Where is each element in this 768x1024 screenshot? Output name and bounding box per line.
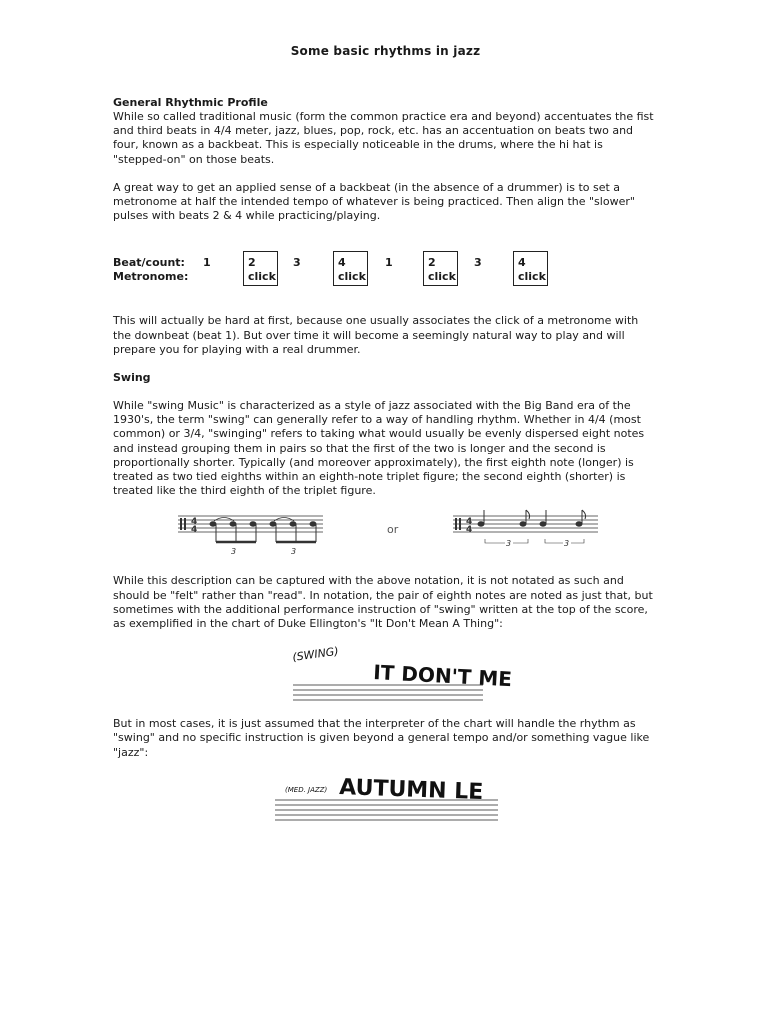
beat-cell: 1	[385, 256, 393, 270]
triplet-number: 3	[291, 547, 297, 557]
section-heading-general: General Rhythmic Profile	[113, 96, 268, 109]
beat-cell: 2	[248, 256, 256, 270]
click-box	[333, 251, 368, 286]
staff-triplet-tied	[178, 516, 323, 542]
document-page	[113, 44, 658, 830]
metronome-label: Metronome:	[113, 270, 189, 284]
chart-image-ellington	[113, 639, 658, 709]
paragraph-assumed: But in most cases, it is just assumed that the interpreter of the chart will handle the rhythm as "swing" and no specific instruction is given beyond a general tempo and/or something vague like "jazz":	[113, 717, 650, 759]
click-label: click	[248, 270, 276, 284]
staff-quarter-eighth	[453, 510, 598, 543]
triplet-number: 3	[506, 539, 512, 549]
paragraph-swing: While "swing Music" is characterized as a style of jazz associated with the Big Band era of the 1930's, the term "swing" can generally refer to a way of handling rhythm. Whether in 4/4 (most common) or 3/4, "swinging" refers to taking what would usually be evenly dispersed eight notes and instead grouping them in pairs so that the first of the two is longer and the second is proportionally shorter. Typically (and moreover approximately), the first eighth note (longer) is treated as two tied eighths within an eighth-note triplet figure; the second eighth (shorter) is treated like the third eighth of the triplet figure.	[113, 399, 645, 498]
handwritten-title: IT DON'T ME	[372, 660, 513, 692]
triplet-number: 3	[564, 539, 570, 549]
paragraph-practice: This will actually be hard at first, because one usually associates the click of a metronome with the downbeat (beat 1). But over time it will become a seemingly natural way to play and will prepare you for playing with a real drummer.	[113, 314, 639, 356]
click-box	[513, 251, 548, 286]
beat-metronome-table	[113, 251, 658, 291]
click-box	[423, 251, 458, 286]
beat-cell: 4	[518, 256, 526, 270]
swing-notation	[113, 508, 658, 568]
beat-count-label: Beat/count:	[113, 256, 185, 270]
or-label: or	[387, 523, 399, 537]
beat-cell: 3	[474, 256, 482, 270]
svg-text:4: 4	[466, 525, 473, 536]
click-label: click	[428, 270, 456, 284]
svg-text:4: 4	[466, 517, 473, 528]
beat-cell: 1	[203, 256, 211, 270]
tempo-marking: (MED. JAZZ)	[285, 785, 328, 794]
click-label: click	[518, 270, 546, 284]
page-title: Some basic rhythms in jazz	[290, 44, 481, 58]
click-label: click	[338, 270, 366, 284]
triplet-number: 3	[231, 547, 237, 557]
paragraph-metronome: A great way to get an applied sense of a backbeat (in the absence of a drummer) is to set a metronome at half the intended tempo of whatever is being practiced. Then align the "slower" pulses with beats 2 & 4 while practicing/playing.	[113, 180, 635, 223]
paragraph-notation: While this description can be captured with the above notation, it is not notated as such and should be "felt" rather than "read". In notation, the pair of eighth notes are noted as just that, but sometimes with the additional performance instruction of "swing" written at the top of the score, as exemplified in the chart of Duke Ellington's "It Don't Mean A Thing":	[113, 574, 653, 631]
beat-cell: 2	[428, 256, 436, 270]
click-box	[243, 251, 278, 286]
svg-text:4: 4	[191, 525, 198, 536]
svg-text:4: 4	[191, 517, 198, 528]
beat-cell: 4	[338, 256, 346, 270]
handwritten-title: AUTUMN LE	[338, 774, 484, 805]
notation-svg	[113, 508, 658, 568]
paragraph-backbeat: While so called traditional music (form the common practice era and beyond) accentuates the fist and third beats in 4/4 meter, jazz, blues, pop, rock, etc. has an accentuation on beats two and four, known as a backbeat. This is especially noticeable in the drums, where the hi hat is "stepped-on" on those beats.	[113, 110, 654, 166]
beat-cell: 3	[293, 256, 301, 270]
swing-marking: (SWING)	[291, 644, 340, 665]
chart-image-autumn	[113, 770, 658, 830]
section-heading-swing: Swing	[113, 371, 151, 385]
